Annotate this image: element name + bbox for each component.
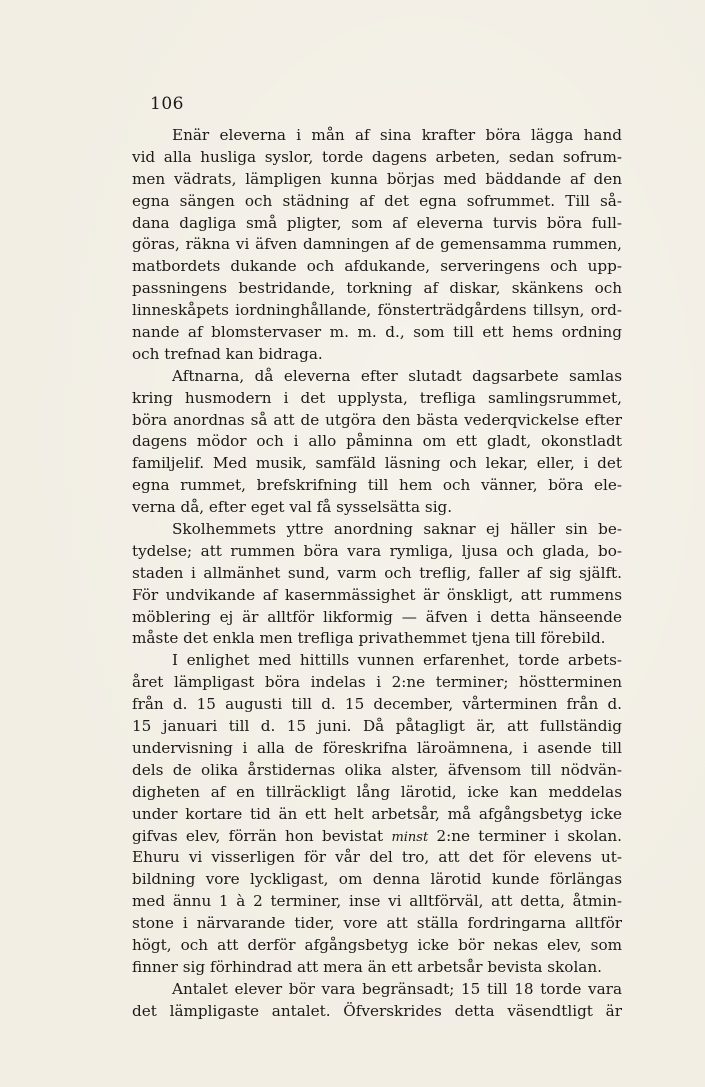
text-line: dana dagliga små pligter, som af eleverna turvis böra full-	[132, 213, 622, 232]
italic-word: minst	[391, 829, 429, 845]
text-line: under kortare tid än ett helt arbetsår, må afgångsbetyg icke	[132, 804, 622, 823]
text-line: kring husmodern i det upplysta, trefliga samlingsrummet,	[132, 388, 622, 407]
text-line: måste det enkla men trefliga privathemmet tjena till förebild.	[132, 629, 606, 648]
text-segment: gifvas elev, förrän hon bevistat	[132, 826, 392, 845]
text-line: egna rummet, brefskrifning till hem och vänner, böra ele-	[132, 476, 622, 495]
text-line: familjelif. Med musik, samfäld läsning och lekar, eller, i det	[132, 454, 622, 473]
text-line: dagens mödor och i allo påminna om ett gladt, okonstladt	[132, 432, 622, 451]
text-line: vid alla husliga syslor, torde dagens arbeten, sedan sofrum-	[132, 147, 622, 166]
text-line: 15 januari till d. 15 juni. Då påtagligt är, att fullständig	[132, 717, 622, 736]
text-line: Ehuru vi visserligen för vår del tro, att det för elevens ut-	[132, 848, 622, 867]
text-line: verna då, efter eget val få sysselsätta sig.	[132, 498, 453, 517]
text-line	[132, 826, 622, 848]
text-line: linneskåpets iordninghållande, fönsterträdgårdens tillsyn, ord-	[132, 301, 622, 320]
text-line: För undvikande af kasernmässighet är önskligt, att rummens	[132, 585, 622, 604]
text-line: nande af blomstervaser m. m. d., som till ett hems ordning	[132, 323, 622, 342]
text-line: egna sängen och städning af det egna sofrummet. Till så-	[132, 191, 622, 210]
text-line: stone i närvarande tider, vore att ställa fordringarna alltför	[132, 914, 622, 933]
text-line: Skolhemmets yttre anordning saknar ej häller sin be-	[172, 520, 622, 539]
text-line: passningens bestridande, torkning af diskar, skänkens och	[132, 279, 622, 298]
text-line: med ännu 1 à 2 terminer, inse vi alltförväl, att detta, åtmin-	[132, 892, 622, 911]
text-line: digheten af en tillräckligt lång lärotid, icke kan meddelas	[132, 782, 622, 801]
page-number: 106	[150, 94, 184, 114]
text-segment: 2:ne terminer i skolan.	[428, 826, 622, 845]
text-line: matbordets dukande och afdukande, serveringens och upp-	[132, 257, 622, 276]
text-line: Aftnarna, då eleverna efter slutadt dagsarbete samlas	[172, 366, 622, 385]
text-line: Antalet elever bör vara begränsadt; 15 till 18 torde vara	[172, 979, 622, 998]
text-line: möblering ej är alltför likformig — äfven i detta hänseende	[132, 607, 622, 626]
text-line: året lämpligast böra indelas i 2:ne terminer; höstterminen	[132, 673, 622, 692]
text-line: Enär eleverna i mån af sina krafter böra lägga hand	[172, 126, 622, 144]
text-line: men vädrats, lämpligen kunna börjas med bäddande af den	[132, 169, 622, 188]
text-line: göras, räkna vi äfven damningen af de gemensamma rummen,	[132, 235, 622, 254]
text-line: undervisning i alla de föreskrifna läroämnena, i asende till	[132, 738, 622, 757]
text-line: och trefnad kan bidraga.	[132, 344, 323, 363]
text-line: finner sig förhindrad att mera än ett arbetsår bevista skolan.	[132, 957, 602, 976]
text-line: staden i allmänhet sund, varm och treflig, faller af sig själft.	[132, 563, 622, 582]
text-line: högt, och att derför afgångsbetyg icke bör nekas elev, som	[132, 935, 622, 954]
text-line: böra anordnas så att de utgöra den bästa vederqvickelse efter	[132, 410, 622, 429]
body-text	[132, 125, 622, 1023]
text-line: tydelse; att rummen böra vara rymliga, ljusa och glada, bo-	[132, 541, 622, 560]
text-line: från d. 15 augusti till d. 15 december, vårterminen från d.	[132, 695, 622, 714]
text-line: bildning vore lyckligast, om denna lärotid kunde förlängas	[132, 870, 622, 889]
text-line: dels de olika årstidernas olika alster, äfvensom till nödvän-	[132, 760, 622, 779]
text-line: det lämpligaste antalet. Öfverskrides detta väsendtligt är	[132, 1001, 622, 1020]
text-line: I enlighet med hittills vunnen erfarenhet, torde arbets-	[172, 651, 622, 670]
